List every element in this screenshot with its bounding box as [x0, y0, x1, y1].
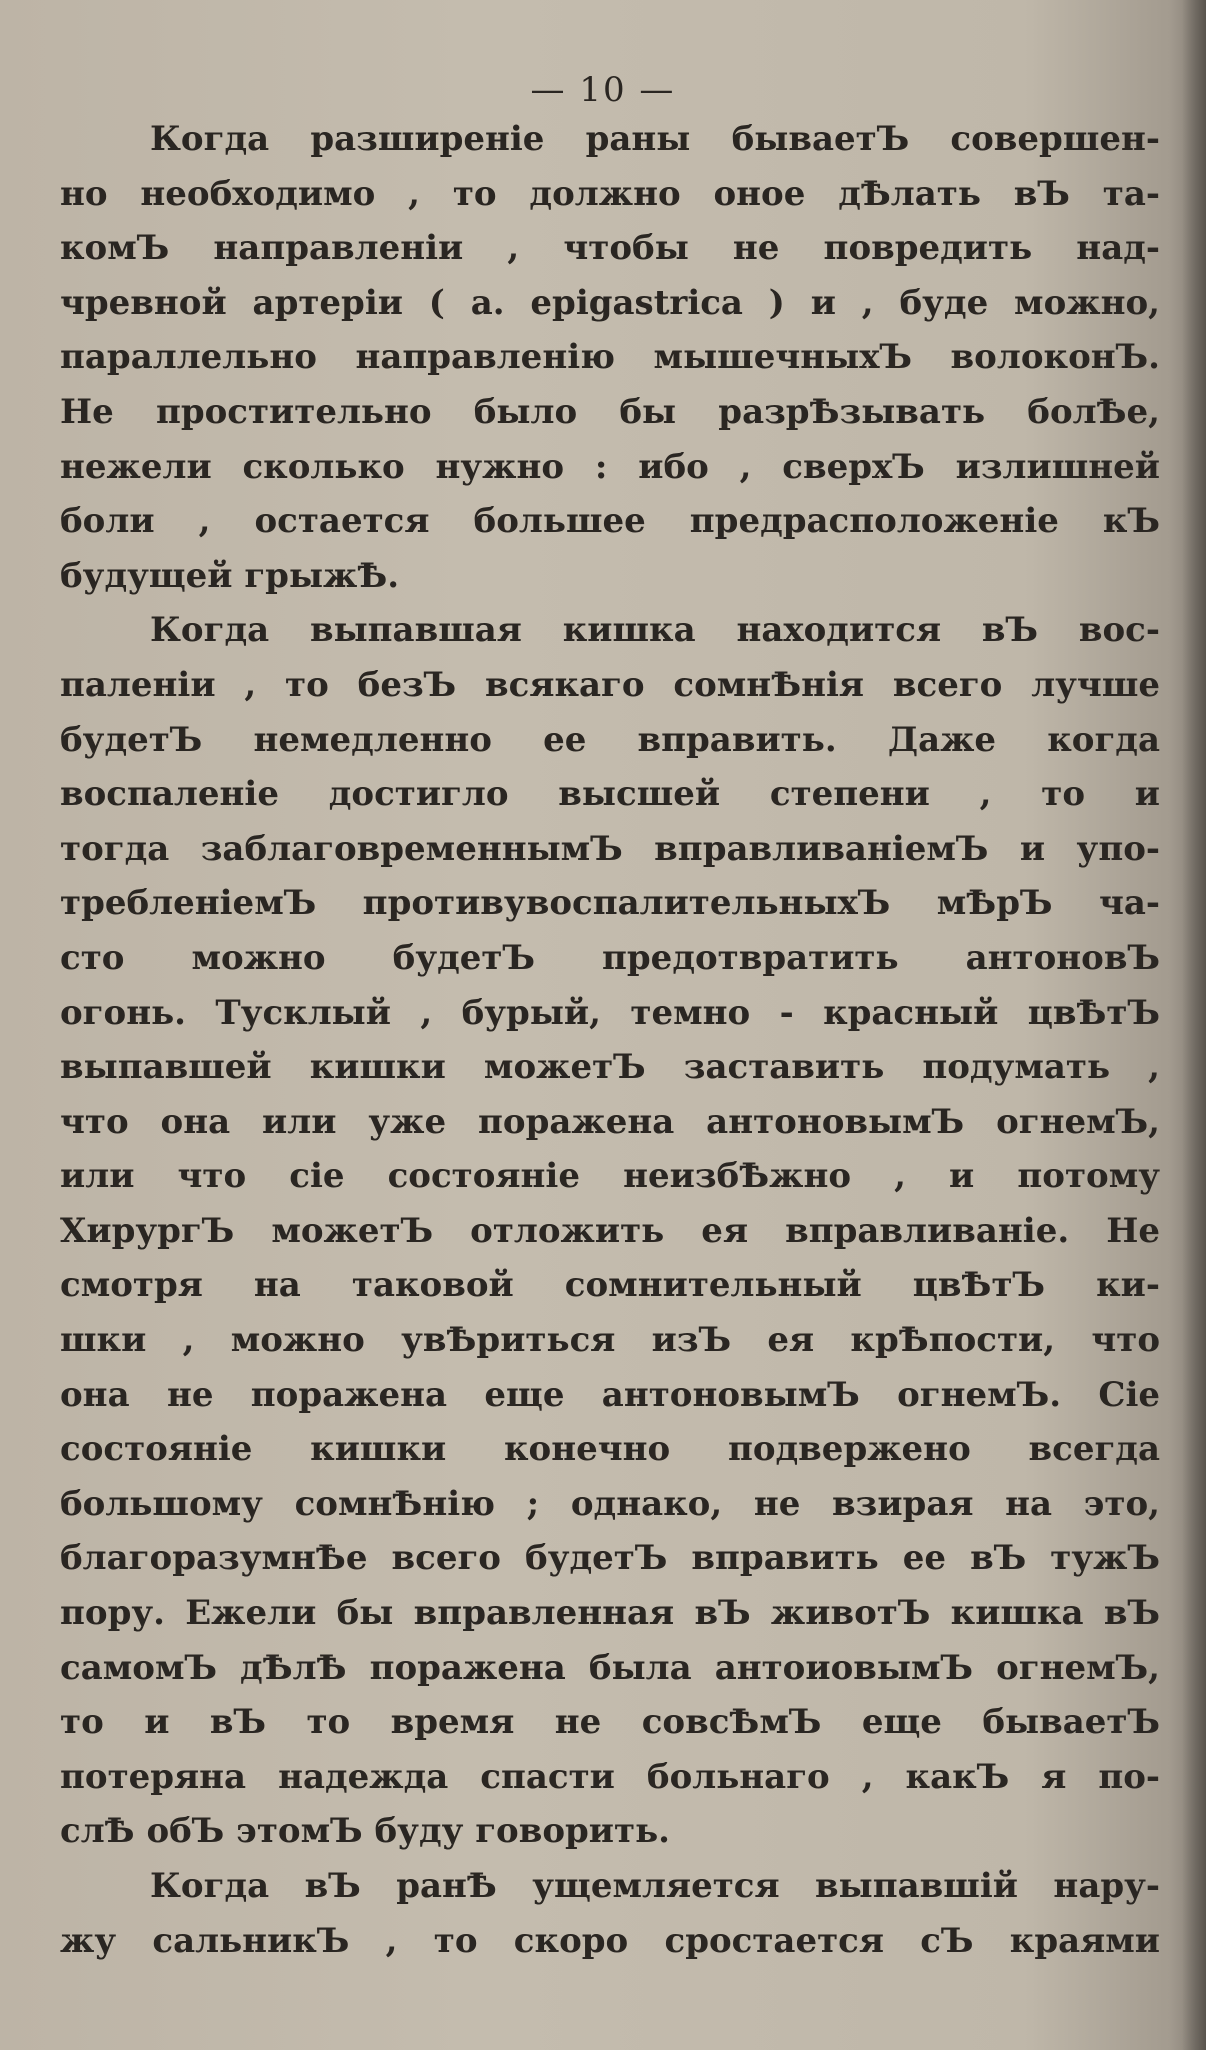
text-line: пору. Ежели бы вправленная вЪ животЪ кишка вЪ: [60, 1593, 1160, 1634]
text-line: будущей грыжѢ.: [60, 555, 400, 596]
text-line: состояніе кишки конечно подвержено всегда: [60, 1429, 1160, 1470]
text-line: боли , остается большее предрасположеніе кЪ: [60, 501, 1160, 542]
paragraph-2: [60, 603, 1160, 1859]
text-line: или что сіе состояніе неизбѢжно , и потому: [60, 1156, 1160, 1197]
paragraph-1: [60, 112, 1160, 603]
text-line: тогда заблаговременнымЪ вправливаніемЪ и упо-: [60, 828, 1160, 869]
text-line: сто можно будетЪ предотвратить антоновЪ: [60, 937, 1160, 978]
text-line: самомЪ дѢлѢ поражена была антоиовымЪ огнемЪ,: [60, 1647, 1160, 1688]
text-line: Когда выпавшая кишка находится вЪ вос-: [150, 610, 1160, 651]
page-number: — 10 —: [530, 70, 676, 110]
text-line: шки , можно увѢриться изЪ ея крѢпости, что: [60, 1320, 1160, 1361]
text-line: ХирургЪ можетЪ отложить ея вправливаніе. Не: [60, 1210, 1160, 1251]
text-line: требленіемЪ противувоспалительныхЪ мѢрЪ ча-: [60, 883, 1160, 924]
text-line: большому сомнѢнію ; однако, не взирая на это,: [60, 1483, 1160, 1524]
text-line: нежели сколько нужно : ибо , сверхЪ излишней: [60, 446, 1160, 487]
text-line: будетЪ немедленно ее вправить. Даже когда: [60, 719, 1160, 760]
text-line: благоразумнѢе всего будетЪ вправить ее вЪ тужЪ: [60, 1538, 1160, 1579]
text-line: жу сальникЪ , то скоро сростается сЪ краями: [60, 1920, 1160, 1961]
text-line: смотря на таковой сомнительный цвѢтЪ ки-: [60, 1265, 1160, 1306]
text-line: Когда разширеніе раны бываетЪ совершен-: [150, 119, 1160, 159]
text-line: воспаленіе достигло высшей степени , то и: [60, 774, 1160, 815]
text-line: выпавшей кишки можетЪ заставить подумать ,: [60, 1047, 1160, 1088]
text-line: что она или уже поражена антоновымЪ огнемЪ,: [60, 1101, 1160, 1142]
text-line: потеряна надежда спасти больнаго , какЪ я по-: [60, 1756, 1160, 1797]
text-line: то и вЪ то время не совсѢмЪ еще бываетЪ: [60, 1702, 1160, 1743]
text-line: она не поражена еще антоновымЪ огнемЪ. Сіе: [60, 1374, 1160, 1415]
paragraph-3: [60, 1859, 1160, 1968]
text-line: слѢ обЪ этомЪ буду говорить.: [60, 1811, 670, 1852]
text-line: параллельно направленію мышечныхЪ волоконЪ.: [60, 337, 1160, 378]
text-line: паленіи , то безЪ всякаго сомнѢнія всего лучше: [60, 664, 1160, 705]
text-line: огонь. Тусклый , бурый, темно - красный цвѢтЪ: [60, 992, 1160, 1033]
text-line: но необходимо , то должно оное дѢлать вЪ та-: [60, 173, 1160, 214]
body-text: [60, 112, 1160, 1968]
text-line: чревной артеріи ( a. epigastrica ) и , буде можно,: [60, 282, 1160, 323]
text-line: комЪ направленіи , чтобы не повредить над-: [60, 228, 1160, 269]
text-line: Не простительно было бы разрѢзывать болѢе,: [60, 391, 1160, 432]
text-line: Когда вЪ ранѢ ущемляется выпавшій нару-: [150, 1866, 1160, 1906]
page-edge-shadow: [1182, 0, 1206, 2050]
